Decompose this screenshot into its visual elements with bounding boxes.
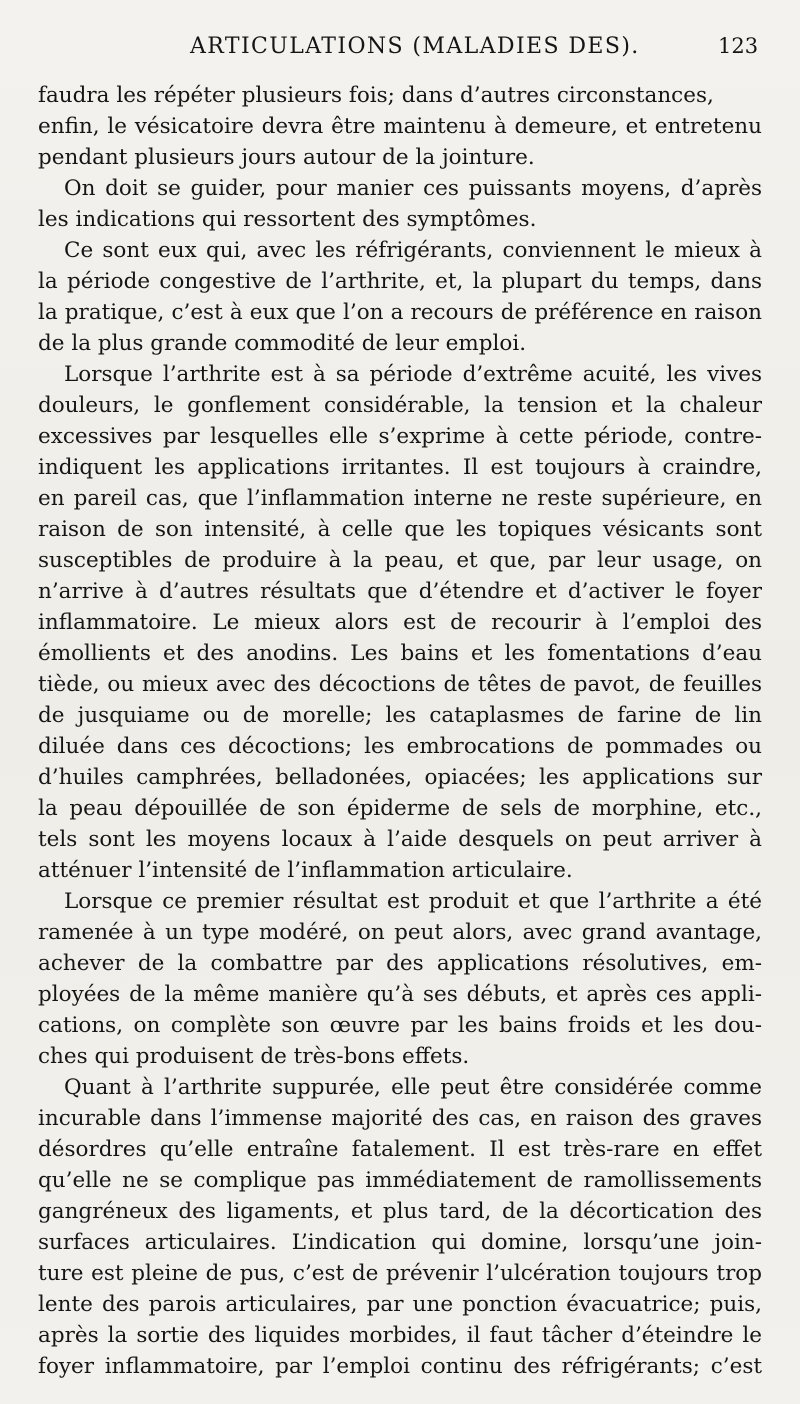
running-head: ARTICULATIONS (MALADIES DES). (190, 34, 640, 59)
text-line: ture est pleine de pus, c’est de prévenir l’ulcération toujours trop (38, 1261, 762, 1286)
text-line: lente des parois articulaires, par une ponction évacuatrice; puis, (38, 1292, 762, 1317)
text-line: ches qui produisent de très-bons effets. (38, 1044, 470, 1069)
text-line: ramenée à un type modéré, on peut alors, avec grand avantage, (38, 920, 762, 945)
page-header (0, 34, 800, 70)
text-line: qu’elle ne se complique pas immédiatement de ramollissements (38, 1168, 762, 1193)
text-line: la pratique, c’est à eux que l’on a recours de préférence en raison (38, 300, 762, 325)
text-line: de la plus grande commodité de leur emploi. (38, 331, 527, 356)
text-line: ployées de la même manière qu’à ses débuts, et après ces appli- (38, 982, 762, 1007)
text-line: gangréneux des ligaments, et plus tard, de la décortication des (38, 1199, 762, 1224)
body-text (38, 80, 762, 1382)
text-line: de jusquiame ou de morelle; les cataplasmes de farine de lin (38, 703, 762, 728)
text-line: cations, on complète son œuvre par les bains froids et les dou- (38, 1013, 762, 1038)
text-line: émollients et des anodins. Les bains et les fomentations d’eau (38, 641, 762, 666)
text-line: atténuer l’intensité de l’inflammation articulaire. (38, 858, 573, 883)
text-line: Lorsque l’arthrite est à sa période d’extrême acuité, les vives (64, 362, 762, 387)
text-line: indiquent les applications irritantes. Il est toujours à craindre, (38, 455, 762, 480)
text-line: enfin, le vésicatoire devra être maintenu à demeure, et entretenu (38, 114, 762, 139)
text-line: raison de son intensité, à celle que les topiques vésicants sont (38, 517, 762, 542)
text-line: tiède, ou mieux avec des décoctions de têtes de pavot, de feuilles (38, 672, 762, 697)
text-line: surfaces articulaires. L’indication qui domine, lorsqu’une join- (38, 1230, 762, 1255)
text-line: les indications qui ressortent des symptômes. (38, 207, 537, 232)
text-line: achever de la combattre par des applications résolutives, em- (38, 951, 762, 976)
page-number: 123 (718, 34, 759, 58)
text-line: Ce sont eux qui, avec les réfrigérants, conviennent le mieux à (64, 238, 762, 263)
text-line: excessives par lesquelles elle s’exprime à cette période, contre- (38, 424, 762, 449)
text-line: en pareil cas, que l’inflammation interne ne reste supérieure, en (38, 486, 762, 511)
text-line: n’arrive à d’autres résultats que d’étendre et d’activer le foyer (38, 579, 762, 604)
text-line: la peau dépouillée de son épiderme de sels de morphine, etc., (38, 796, 762, 821)
text-line: la période congestive de l’arthrite, et, la plupart du temps, dans (38, 269, 762, 294)
text-line: tels sont les moyens locaux à l’aide desquels on peut arriver à (38, 827, 762, 852)
text-line: après la sortie des liquides morbides, il faut tâcher d’éteindre le (38, 1323, 762, 1348)
text-line: incurable dans l’immense majorité des cas, en raison des graves (38, 1106, 762, 1131)
text-line: On doit se guider, pour manier ces puissants moyens, d’après (64, 176, 762, 201)
text-line: susceptibles de produire à la peau, et que, par leur usage, on (38, 548, 762, 573)
text-line: Lorsque ce premier résultat est produit et que l’arthrite a été (64, 889, 762, 914)
text-line: foyer inflammatoire, par l’emploi continu des réfrigérants; c’est (38, 1354, 762, 1379)
text-line: Quant à l’arthrite suppurée, elle peut être considérée comme (64, 1075, 762, 1100)
text-line: d’huiles camphrées, belladonées, opiacées; les applications sur (38, 765, 762, 790)
text-line: diluée dans ces décoctions; les embrocations de pommades ou (38, 734, 762, 759)
text-line: inflammatoire. Le mieux alors est de recourir à l’emploi des (38, 610, 762, 635)
text-line: désordres qu’elle entraîne fatalement. Il est très-rare en effet (38, 1137, 762, 1162)
text-line: douleurs, le gonflement considérable, la tension et la chaleur (38, 393, 762, 418)
text-line: faudra les répéter plusieurs fois; dans d’autres circonstances, (38, 83, 714, 108)
text-line: pendant plusieurs jours autour de la jointure. (38, 145, 535, 170)
